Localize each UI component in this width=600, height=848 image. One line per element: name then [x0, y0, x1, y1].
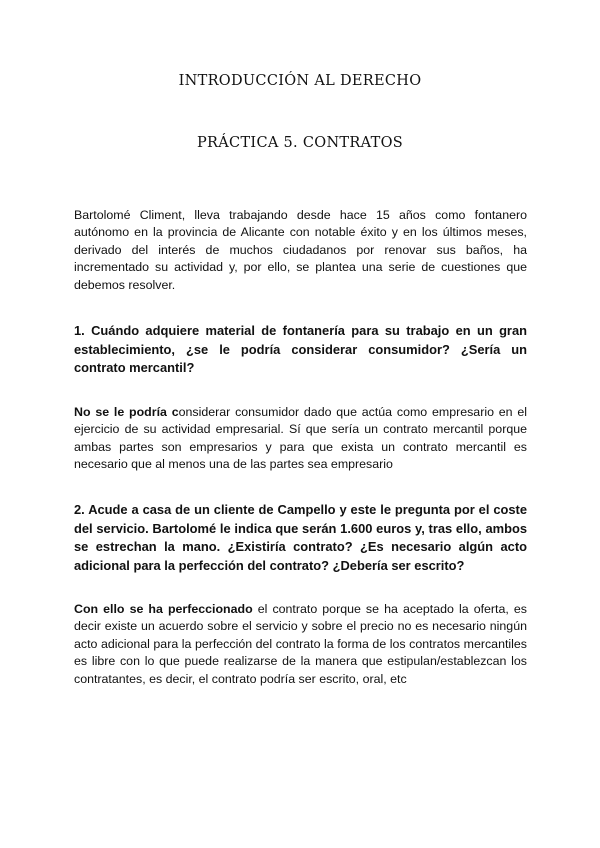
answer-2-lead: Con ello se ha perfeccionado: [74, 602, 253, 616]
intro-paragraph: Bartolomé Climent, lleva trabajando desde hace 15 años como fontanero autónomo en la provincia de Alicante con notable éxito y en los últimos meses, derivado del interés de muchos ciudadanos por renovar sus baños, ha incrementado su actividad y, por ello, se plantea una serie de cuestiones que debemos resolver.: [74, 208, 527, 292]
question-1: 1. Cuándo adquiere material de fontanería para su trabajo en un gran establecimiento, ¿se le podría considerar consumidor? ¿Sería un contrato mercantil?: [74, 323, 527, 375]
document-title: INTRODUCCIÓN AL DERECHO: [178, 73, 422, 89]
answer-2: [74, 601, 527, 688]
question-2: 2. Acude a casa de un cliente de Campello y este le pregunta por el coste del servicio. Bartolomé le indica que serán 1.600 euros y, tras ello, ambos se estrechan la mano. ¿Existiría contrato? ¿Es necesario algún acto adicional para la perfección del contrato? ¿Debería ser escrito?: [74, 502, 527, 573]
answer-1-lead: No se le podría c: [74, 405, 179, 419]
answer-1-body: onsiderar consumidor dado que actúa como empresario en el ejercicio de su actividad empresarial. Sí que sería un contrato mercantil porque ambas partes son empresarios y para que exista un contrato mercantil es necesario que al menos una de las partes sea empresario: [74, 405, 527, 472]
answer-2-body: el contrato porque se ha aceptado la oferta, es decir existe un acuerdo sobre el servicio y sobre el precio no es necesario ningún acto adicional para la perfección del contrato la forma de los contratos mercantiles es libre con lo que puede realizarse de la manera que estipulan/establezcan los contratantes, es decir, el contrato podría ser escrito, oral, etc: [74, 602, 527, 686]
answer-1: [74, 404, 527, 474]
document-subtitle: PRÁCTICA 5. CONTRATOS: [197, 135, 403, 151]
